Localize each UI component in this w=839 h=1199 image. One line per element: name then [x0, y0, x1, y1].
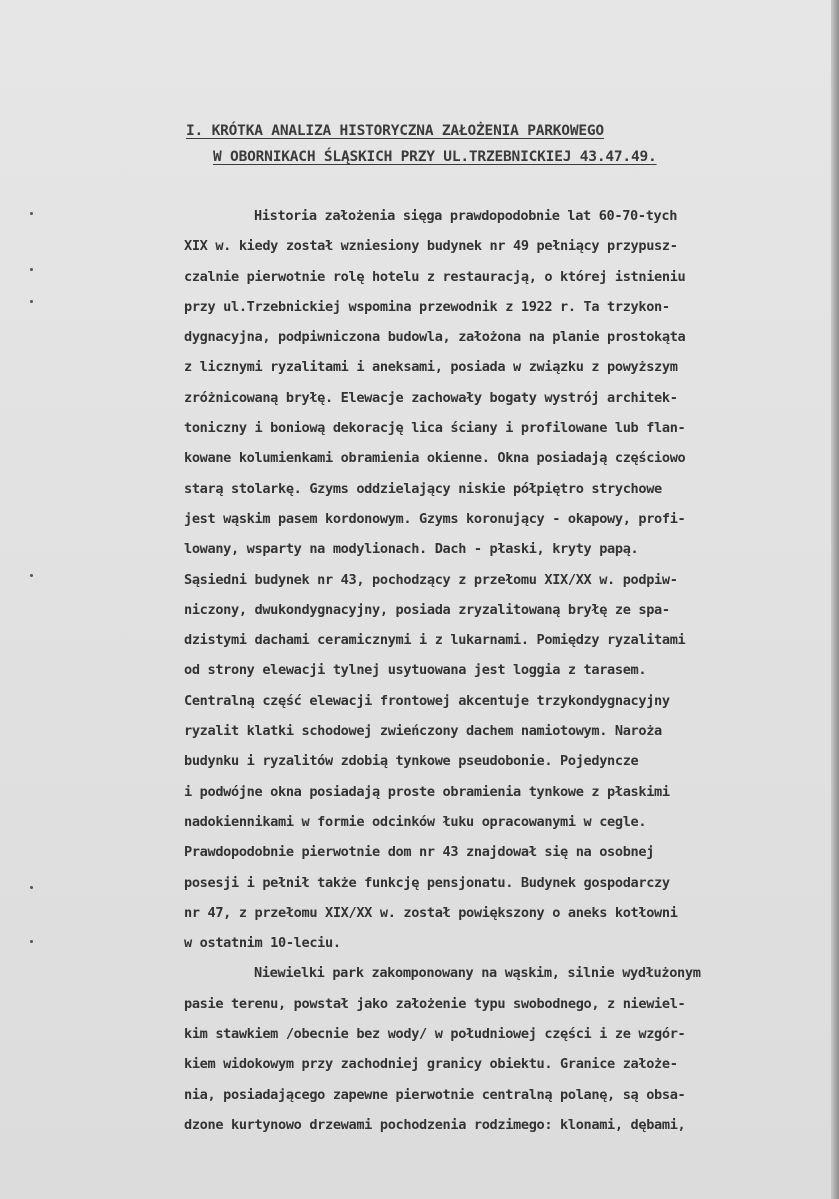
text-line: od strony elewacji tylnej usytuowana jest loggia z tarasem.: [184, 662, 647, 679]
text-line: w ostatnim 10-leciu.: [184, 935, 341, 952]
text-line: pasie terenu, powstał jako założenie typu swobodnego, z niewiel-: [184, 995, 686, 1012]
text-line: ryzalit klatki schodowej zwieńczony dachem namiotowym. Naroża: [184, 723, 662, 740]
text-line: jest wąskim pasem kordonowym. Gzyms koronujący - okapowy, profi-: [184, 510, 686, 527]
text-line: kiem widokowym przy zachodniej granicy obiektu. Granice założe-: [184, 1056, 678, 1073]
text-line: kowane kolumienkami obramienia okienne. Okna posiadają częściowo: [184, 450, 686, 467]
margin-dot: [30, 268, 33, 271]
text-line: budynku i ryzalitów zdobią tynkowe pseudobonie. Pojedyncze: [184, 753, 639, 770]
text-line: Niewielki park zakomponowany na wąskim, silnie wydłużonym: [254, 965, 701, 982]
text-line: dygnacyjna, podpiwniczona budowla, założona na planie prostokąta: [184, 329, 686, 346]
margin-dot: [30, 940, 33, 943]
margin-dot: [30, 574, 33, 577]
text-line: nadokiennikami w formie odcinków łuku opracowanymi w cegle.: [184, 813, 647, 830]
text-line: Sąsiedni budynek nr 43, pochodzący z przełomu XIX/XX w. podpiw-: [184, 571, 678, 588]
text-line: czalnie pierwotnie rolę hotelu z restauracją, o której istnieniu: [184, 268, 686, 285]
text-line: i podwójne okna posiadają proste obramienia tynkowe z płaskimi: [184, 783, 670, 800]
text-line: lowany, wsparty na modylionach. Dach - płaski, kryty papą.: [184, 541, 639, 558]
text-line: toniczny i boniową dekorację lica ściany i profilowane lub flan-: [184, 420, 686, 437]
margin-dot: [30, 886, 33, 889]
text-line: kim stawkiem /obecnie bez wody/ w południowej części i ze wzgór-: [184, 1026, 686, 1043]
text-line: dzone kurtynowo drzewami pochodzenia rodzimego: klonami, dębami,: [184, 1116, 686, 1133]
page-edge-shadow: [831, 0, 839, 1199]
margin-dot: [30, 300, 33, 303]
text-line: Centralną część elewacji frontowej akcentuje trzykondygnacyjny: [184, 692, 670, 709]
text-line: Historia założenia sięga prawdopodobnie lat 60-70-tych: [254, 208, 678, 224]
text-line: nr 47, z przełomu XIX/XX w. został powiększony o aneks kotłowni: [184, 904, 678, 921]
margin-dot: [30, 212, 33, 215]
heading-line-2: W OBORNIKACH ŚLĄSKICH PRZY UL.TRZEBNICKIEJ 43.47.49.: [213, 149, 657, 165]
text-line: przy ul.Trzebnickiej wspomina przewodnik z 1922 r. Ta trzykon-: [184, 298, 670, 315]
text-line: Prawdopodobnie pierwotnie dom nr 43 znajdował się na osobnej: [184, 844, 655, 861]
heading-line-1: I. KRÓTKA ANALIZA HISTORYCZNA ZAŁOŻENIA PARKOWEGO: [186, 123, 604, 139]
text-line: XIX w. kiedy został wzniesiony budynek nr 49 pełniący przypusz-: [184, 238, 678, 255]
text-line: starą stolarkę. Gzyms oddzielający niskie półpiętro strychowe: [184, 480, 662, 497]
section-heading: [186, 118, 786, 170]
text-line: niczony, dwukondygnacyjny, posiada zryzalitowaną bryłę ze spa-: [184, 601, 670, 618]
body-paragraphs: [184, 201, 814, 1140]
text-line: nia, posiadającego zapewne pierwotnie centralną polanę, są obsa-: [184, 1086, 686, 1103]
text-line: posesji i pełnił także funkcję pensjonatu. Budynek gospodarczy: [184, 874, 670, 891]
text-line: zróżnicowaną bryłę. Elewacje zachowały bogaty wystrój architek-: [184, 389, 678, 406]
text-line: z licznymi ryzalitami i aneksami, posiada w związku z powyższym: [184, 359, 678, 376]
text-line: dzistymi dachami ceramicznymi i z lukarnami. Pomiędzy ryzalitami: [184, 632, 686, 649]
